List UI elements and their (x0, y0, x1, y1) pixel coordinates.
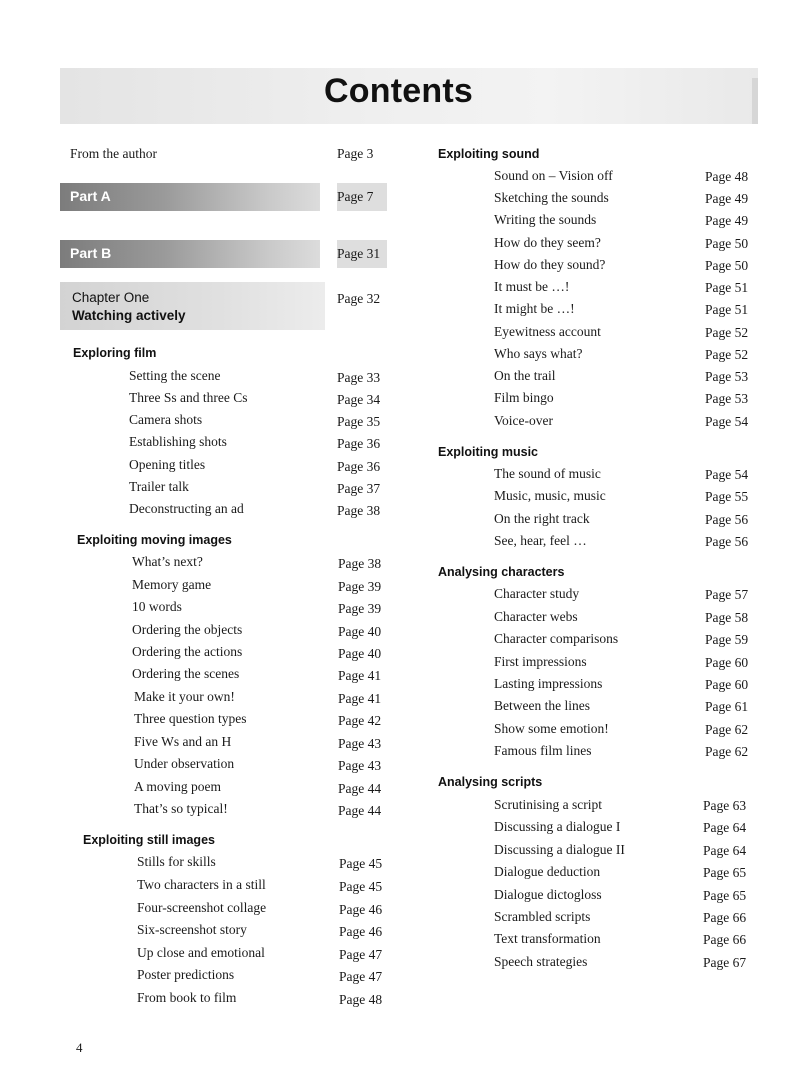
toc-item-page: Page 53 (705, 391, 749, 406)
toc-item-page: Page 43 (338, 736, 382, 751)
toc-item-label[interactable]: Camera shots (129, 412, 203, 427)
toc-item-label[interactable]: Text transformation (494, 931, 601, 946)
section-heading: Exploiting still images (83, 833, 215, 847)
toc-item-label[interactable]: 10 words (132, 599, 182, 614)
toc-item-page: Page 49 (705, 191, 749, 206)
toc-item-page: Page 50 (705, 258, 749, 273)
toc-item-page: Page 55 (705, 489, 749, 504)
toc-item-page: Page 46 (339, 902, 383, 917)
toc-item-label[interactable]: Establishing shots (129, 434, 227, 449)
toc-item-page: Page 63 (703, 798, 747, 813)
part-a-label: Part A (70, 188, 111, 204)
toc-item-label[interactable]: Famous film lines (494, 743, 592, 758)
toc-item-label[interactable]: Music, music, music (494, 488, 606, 503)
toc-item-page: Page 37 (337, 481, 381, 496)
toc-item-page: Page 58 (705, 610, 749, 625)
toc-item-label[interactable]: Under observation (134, 756, 235, 771)
toc-item-label[interactable]: Writing the sounds (494, 212, 597, 227)
toc-item-page: Page 35 (337, 414, 381, 429)
toc-item-page: Page 39 (338, 601, 382, 616)
toc-item-page: Page 47 (339, 947, 383, 962)
toc-item-page: Page 44 (338, 781, 382, 796)
toc-item-label[interactable]: It might be …! (494, 301, 575, 316)
toc-item-label[interactable]: Who says what? (494, 346, 583, 361)
toc-item-page: Page 48 (705, 169, 749, 184)
section-heading: Exploiting moving images (77, 533, 232, 547)
toc-item-page: Page 60 (705, 677, 749, 692)
part-a-page: Page 7 (337, 189, 374, 204)
toc-item-page: Page 40 (338, 624, 382, 639)
toc-item-page: Page 45 (339, 879, 383, 894)
toc-item-label[interactable]: It must be …! (494, 279, 570, 294)
toc-item-page: Page 62 (705, 744, 749, 759)
toc-item-label[interactable]: What’s next? (132, 554, 203, 569)
toc-item-page: Page 42 (338, 713, 382, 728)
toc-item-page: Page 53 (705, 369, 749, 384)
toc-item-page: Page 49 (705, 213, 749, 228)
toc-item-page: Page 64 (703, 843, 747, 858)
toc-item-page: Page 46 (339, 924, 383, 939)
toc-item-page: Page 67 (703, 955, 747, 970)
toc-item-page: Page 51 (705, 302, 749, 317)
toc-item-label[interactable]: Poster predictions (137, 967, 235, 982)
section-heading: Analysing characters (438, 565, 565, 579)
toc-item-page: Page 52 (705, 325, 749, 340)
toc-item-label[interactable]: Four-screenshot collage (137, 900, 267, 915)
toc-item-label[interactable]: Speech strategies (494, 954, 588, 969)
toc-item-page: Page 48 (339, 992, 383, 1007)
section-heading: Exploring film (73, 346, 157, 360)
toc-item-label[interactable]: Scrutinising a script (494, 797, 602, 812)
part-a-page-box (337, 183, 387, 211)
toc-item-label[interactable]: Lasting impressions (494, 676, 603, 691)
chapter-one-page: Page 32 (337, 291, 381, 306)
toc-item-page: Page 65 (703, 888, 747, 903)
toc-item-label[interactable]: Dialogue dictogloss (494, 887, 602, 902)
toc-item-page: Page 54 (705, 414, 749, 429)
part-b-page-box (337, 240, 387, 268)
toc-item-label[interactable]: Stills for skills (137, 854, 216, 869)
toc-item-label[interactable]: Discussing a dialogue I (494, 819, 621, 834)
toc-item-label[interactable]: Trailer talk (129, 479, 189, 494)
toc-item-page: Page 57 (705, 587, 749, 602)
part-a-bar[interactable] (60, 183, 320, 211)
toc-item-page: Page 60 (705, 655, 749, 670)
toc-item-label[interactable]: Character webs (494, 609, 578, 624)
toc-item-page: Page 36 (337, 436, 381, 451)
toc-item-page: Page 65 (703, 865, 747, 880)
toc-item-label[interactable]: Setting the scene (129, 368, 221, 383)
toc-item-page: Page 36 (337, 459, 381, 474)
toc-item-page: Page 51 (705, 280, 749, 295)
toc-item-label[interactable]: Memory game (132, 577, 212, 592)
part-b-page: Page 31 (337, 246, 381, 261)
toc-item-page: Page 39 (338, 579, 382, 594)
toc-item-label[interactable]: Ordering the objects (132, 622, 243, 637)
toc-item-page: Page 33 (337, 370, 381, 385)
toc-item-page: Page 41 (338, 668, 382, 683)
toc-item-page: Page 62 (705, 722, 749, 737)
toc-item-label[interactable]: Two characters in a still (137, 877, 266, 892)
page-number: 4 (76, 1040, 83, 1055)
toc-item-label[interactable]: Voice-over (494, 413, 553, 428)
toc-item-label[interactable]: Up close and emotional (137, 945, 265, 960)
toc-item-label[interactable]: Character comparisons (494, 631, 619, 646)
toc-item-label[interactable]: On the right track (494, 511, 590, 526)
from-author-page: Page 3 (337, 146, 374, 161)
chapter-one-bar[interactable] (60, 282, 325, 330)
toc-item-label[interactable]: Deconstructing an ad (129, 501, 244, 516)
toc-item-page: Page 64 (703, 820, 747, 835)
toc-item-label[interactable]: How do they sound? (494, 257, 606, 272)
toc-item-page: Page 54 (705, 467, 749, 482)
chapter-title: Watching actively (72, 308, 186, 323)
toc-item-label[interactable]: On the trail (494, 368, 556, 383)
toc-item-label[interactable]: Eyewitness account (494, 324, 601, 339)
toc-item-label[interactable]: From book to film (137, 990, 237, 1005)
chapter-number: Chapter One (72, 290, 150, 305)
toc-item-label[interactable]: Three Ss and three Cs (129, 390, 248, 405)
toc-item-label[interactable]: Make it your own! (134, 689, 235, 704)
toc-item-label[interactable]: A moving poem (134, 779, 221, 794)
toc-item-page: Page 50 (705, 236, 749, 251)
part-b-bar[interactable] (60, 240, 320, 268)
toc-item-page: Page 41 (338, 691, 382, 706)
toc-item-label[interactable]: Sketching the sounds (494, 190, 609, 205)
toc-item-page: Page 34 (337, 392, 381, 407)
toc-item-label[interactable]: How do they seem? (494, 235, 601, 250)
toc-item-page: Page 40 (338, 646, 382, 661)
toc-item-page: Page 52 (705, 347, 749, 362)
toc-item-page: Page 56 (705, 512, 749, 527)
section-heading: Exploiting music (438, 445, 539, 459)
toc-item-label[interactable]: Three question types (134, 711, 247, 726)
toc-item-label[interactable]: Between the lines (494, 698, 590, 713)
toc-item-label[interactable]: Dialogue deduction (494, 864, 601, 879)
section-heading: Exploiting sound (438, 147, 540, 161)
toc-item-label[interactable]: Ordering the scenes (132, 666, 240, 681)
toc-item-label[interactable]: Scrambled scripts (494, 909, 591, 924)
toc-item-label[interactable]: Five Ws and an H (134, 734, 232, 749)
toc-item-page: Page 61 (705, 699, 749, 714)
toc-item-page: Page 59 (705, 632, 749, 647)
toc-item-label[interactable]: Discussing a dialogue II (494, 842, 625, 857)
toc-item-label[interactable]: First impressions (494, 654, 587, 669)
toc-item-page: Page 43 (338, 758, 382, 773)
toc-item-label[interactable]: Six-screenshot story (137, 922, 247, 937)
from-author-label[interactable]: From the author (70, 146, 157, 161)
toc-item-label[interactable]: Ordering the actions (132, 644, 243, 659)
toc-item-page: Page 38 (337, 503, 381, 518)
toc-item-page: Page 38 (338, 556, 382, 571)
toc-item-label[interactable]: The sound of music (494, 466, 601, 481)
page-title: Contents (324, 72, 473, 110)
toc-item-label[interactable]: Sound on – Vision off (494, 168, 613, 183)
part-b-label: Part B (70, 245, 112, 261)
toc-item-page: Page 45 (339, 856, 383, 871)
toc-item-label[interactable]: Show some emotion! (494, 721, 609, 736)
toc-item-page: Page 56 (705, 534, 749, 549)
toc-item-page: Page 47 (339, 969, 383, 984)
toc-item-page: Page 66 (703, 932, 747, 947)
toc-item-page: Page 66 (703, 910, 747, 925)
section-heading: Analysing scripts (438, 775, 543, 789)
toc-item-page: Page 44 (338, 803, 382, 818)
toc-item-label[interactable]: That’s so typical! (134, 801, 228, 816)
toc-item-label[interactable]: Opening titles (129, 457, 206, 472)
toc-item-label[interactable]: Character study (494, 586, 580, 601)
toc-item-label[interactable]: Film bingo (494, 390, 554, 405)
toc-item-label[interactable]: See, hear, feel … (494, 533, 587, 548)
